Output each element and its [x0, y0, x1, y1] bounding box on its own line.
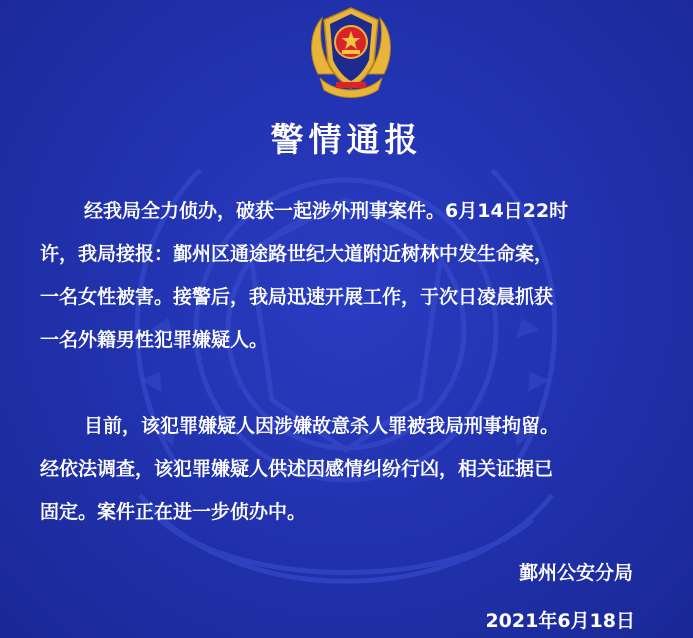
signature-office: 鄞州公安分局: [518, 562, 633, 584]
paragraph-line: 经依法调查，该犯罪嫌疑人供述因感情纠纷行凶，相关证据已: [40, 458, 554, 480]
police-emblem-icon: [306, 4, 396, 100]
notice-title: 警情通报: [270, 120, 423, 159]
paragraph-case-status: [40, 405, 660, 534]
paragraph-case-summary: [40, 190, 660, 362]
paragraph-line: 经我局全力侦办，破获一起涉外刑事案件。6月14日22时: [84, 200, 569, 222]
paragraph-line: 目前，该犯罪嫌疑人因涉嫌故意杀人罪被我局刑事拘留。: [84, 415, 560, 437]
paragraph-line: 一名女性被害。接警后，我局迅速开展工作，于次日凌晨抓获: [40, 286, 554, 308]
signature-date: 2021年6月18日: [485, 610, 635, 632]
paragraph-line: 一名外籍男性犯罪嫌疑人。: [40, 329, 269, 351]
paragraph-line: 固定。案件正在进一步侦办中。: [40, 501, 307, 523]
paragraph-line: 许，我局接报：鄞州区通途路世纪大道附近树林中发生命案，: [40, 243, 554, 265]
